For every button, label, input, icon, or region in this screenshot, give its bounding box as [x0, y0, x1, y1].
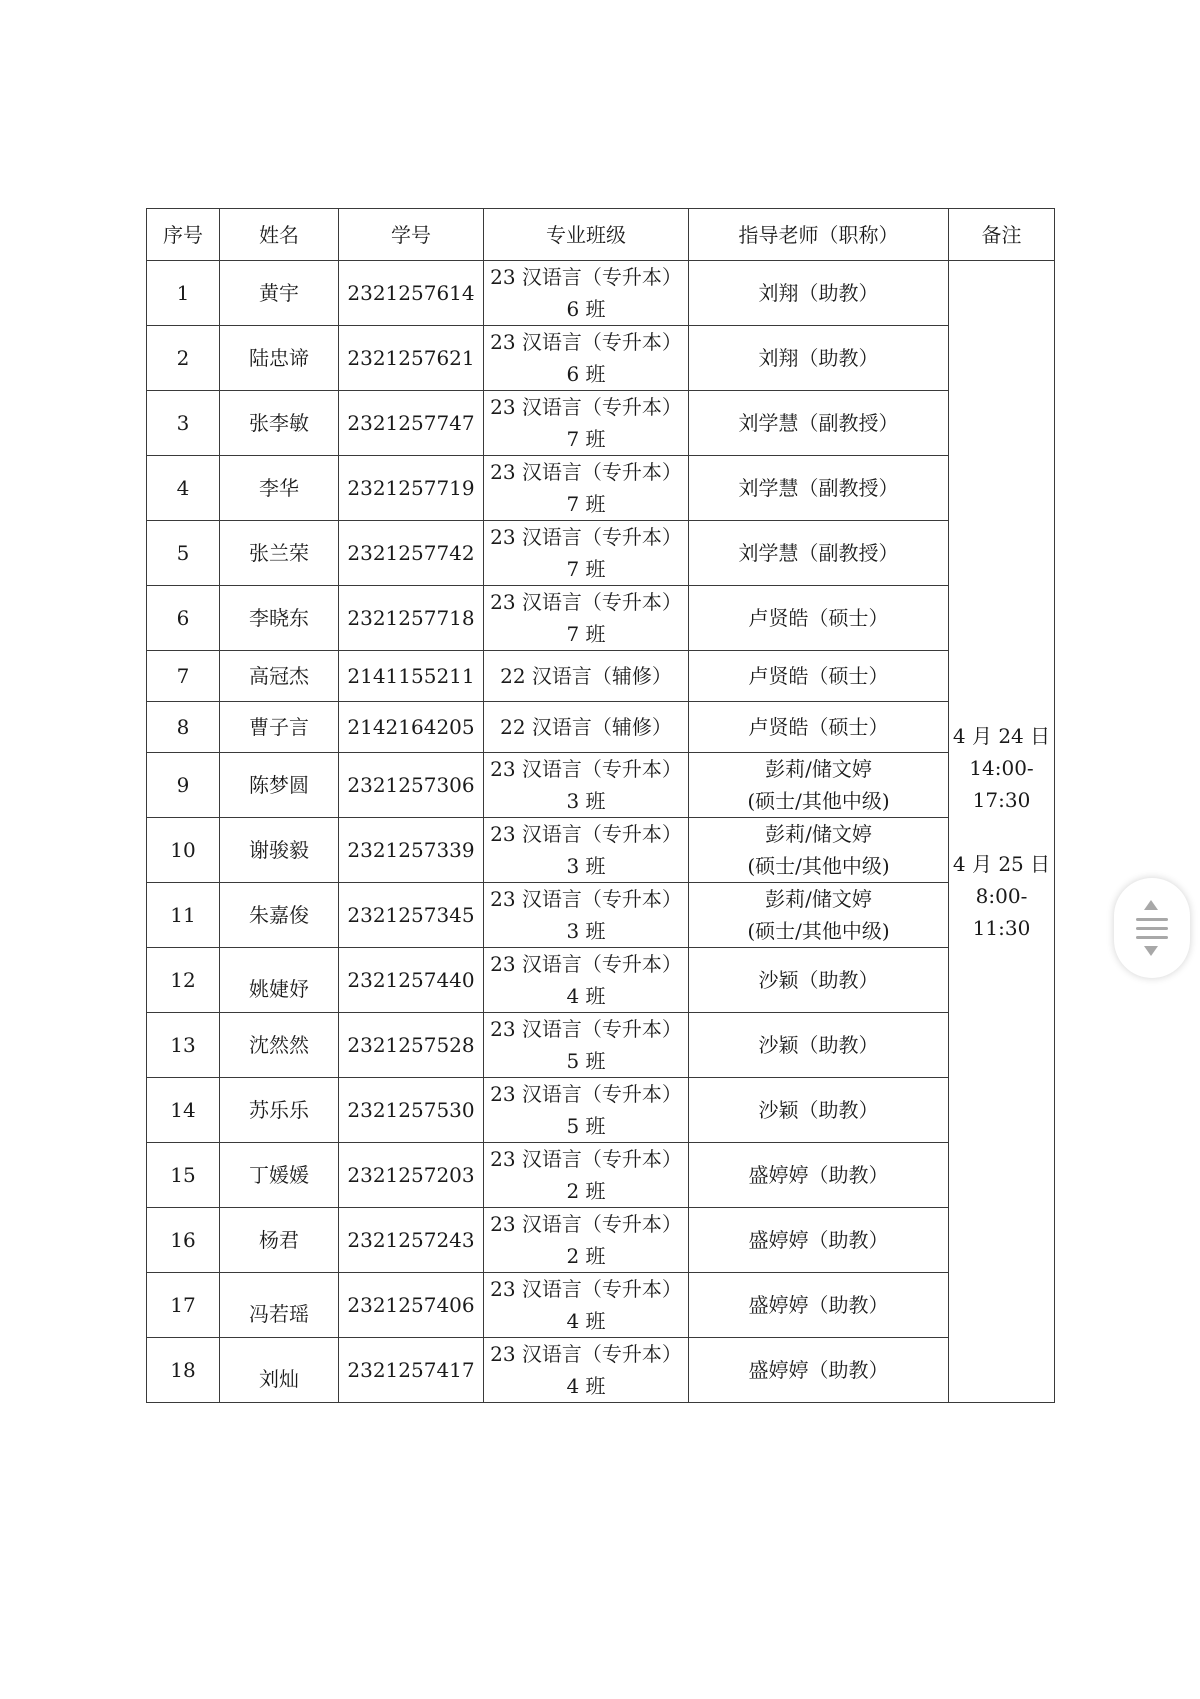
class-cell [484, 753, 689, 818]
student-id: 2321257719 [339, 456, 484, 521]
advisor-line: 沙颖（助教） [758, 1098, 879, 1122]
row-index: 9 [147, 753, 220, 818]
student-id: 2321257306 [339, 753, 484, 818]
student-name: 陆忠谛 [249, 346, 309, 370]
advisor-line: 彭莉/储文婷 [765, 757, 872, 781]
student-id: 2321257530 [339, 1078, 484, 1143]
row-index: 18 [147, 1338, 220, 1403]
class-line: 4 班 [566, 984, 606, 1008]
student-id: 2321257742 [339, 521, 484, 586]
class-cell [484, 456, 689, 521]
class-cell [484, 1078, 689, 1143]
student-id: 2321257528 [339, 1013, 484, 1078]
advisor-line: 卢贤皓（硕士） [748, 606, 889, 630]
remark-line: 8:00- [975, 883, 1028, 908]
header-class: 专业班级 [484, 209, 689, 261]
class-line: 23 汉语言（专升本） [490, 1147, 682, 1171]
class-cell [484, 1013, 689, 1078]
student-name-cell [220, 391, 339, 456]
table-row [147, 818, 1055, 883]
student-name: 朱嘉俊 [249, 903, 309, 927]
class-cell [484, 1273, 689, 1338]
class-line: 23 汉语言（专升本） [490, 1017, 682, 1041]
table-row [147, 948, 1055, 1013]
student-name: 李华 [259, 476, 299, 500]
row-index: 14 [147, 1078, 220, 1143]
student-name: 张兰荣 [249, 541, 309, 565]
advisor-cell [689, 1078, 949, 1143]
student-name-cell [220, 1078, 339, 1143]
row-index: 3 [147, 391, 220, 456]
advisor-line: (硕士/其他中级) [747, 789, 890, 813]
class-line: 22 汉语言（辅修） [500, 664, 672, 688]
row-index: 16 [147, 1208, 220, 1273]
row-index: 4 [147, 456, 220, 521]
class-line: 23 汉语言（专升本） [490, 460, 682, 484]
class-cell [484, 883, 689, 948]
class-line: 4 班 [566, 1309, 606, 1333]
header-remark: 备注 [949, 209, 1055, 261]
advisor-cell [689, 883, 949, 948]
advisor-cell [689, 391, 949, 456]
student-name: 曹子言 [249, 715, 309, 739]
student-name: 姚婕妤 [249, 977, 309, 1001]
advisor-cell [689, 948, 949, 1013]
class-cell [484, 1143, 689, 1208]
student-name: 高冠杰 [249, 664, 309, 688]
advisor-cell [689, 1273, 949, 1338]
student-name: 张李敏 [249, 411, 309, 435]
class-cell [484, 1338, 689, 1403]
table-row [147, 456, 1055, 521]
remark-schedule-cell [949, 261, 1055, 1403]
student-id: 2321257339 [339, 818, 484, 883]
class-line: 6 班 [566, 362, 606, 386]
table-header-row [147, 209, 1055, 261]
class-cell [484, 586, 689, 651]
row-index: 6 [147, 586, 220, 651]
class-cell [484, 326, 689, 391]
student-id: 2321257614 [339, 261, 484, 326]
student-name: 冯若瑶 [249, 1302, 309, 1326]
student-name: 李晓东 [249, 606, 309, 630]
advisor-line: 盛婷婷（助教） [748, 1293, 889, 1317]
student-id: 2321257621 [339, 326, 484, 391]
table-row [147, 702, 1055, 753]
student-id: 2321257718 [339, 586, 484, 651]
advisor-line: 卢贤皓（硕士） [748, 664, 889, 688]
table-row [147, 651, 1055, 702]
class-cell [484, 651, 689, 702]
student-name: 杨君 [259, 1228, 299, 1252]
class-line: 23 汉语言（专升本） [490, 1277, 682, 1301]
class-line: 4 班 [566, 1374, 606, 1398]
student-id: 2321257243 [339, 1208, 484, 1273]
remark-line: 4 月 25 日 [952, 851, 1051, 876]
class-line: 23 汉语言（专升本） [490, 952, 682, 976]
student-id: 2321257417 [339, 1338, 484, 1403]
advisor-cell [689, 1013, 949, 1078]
class-line: 6 班 [566, 297, 606, 321]
table-row [147, 1338, 1055, 1403]
table-row [147, 1208, 1055, 1273]
student-name: 苏乐乐 [249, 1098, 309, 1122]
header-advisor: 指导老师（职称） [689, 209, 949, 261]
row-index: 12 [147, 948, 220, 1013]
class-line: 3 班 [566, 919, 606, 943]
class-line: 5 班 [566, 1114, 606, 1138]
advisor-cell [689, 702, 949, 753]
advisor-line: 刘学慧（副教授） [738, 411, 899, 435]
class-line: 23 汉语言（专升本） [490, 395, 682, 419]
student-name-cell [220, 1338, 339, 1403]
class-line: 23 汉语言（专升本） [490, 1082, 682, 1106]
class-line: 2 班 [566, 1179, 606, 1203]
row-index: 10 [147, 818, 220, 883]
advisor-line: 沙颖（助教） [758, 968, 879, 992]
class-line: 23 汉语言（专升本） [490, 757, 682, 781]
advisor-line: 刘学慧（副教授） [738, 541, 899, 565]
advisor-cell [689, 818, 949, 883]
row-index: 15 [147, 1143, 220, 1208]
student-name-cell [220, 651, 339, 702]
advisor-cell [689, 753, 949, 818]
advisor-line: 彭莉/储文婷 [765, 822, 872, 846]
row-index: 13 [147, 1013, 220, 1078]
student-name: 丁媛媛 [249, 1163, 309, 1187]
table-row [147, 883, 1055, 948]
row-index: 2 [147, 326, 220, 391]
class-line: 3 班 [566, 854, 606, 878]
advisor-line: 刘翔（助教） [758, 346, 879, 370]
advisor-line: 沙颖（助教） [758, 1033, 879, 1057]
advisor-cell [689, 586, 949, 651]
student-id: 2321257345 [339, 883, 484, 948]
student-name-cell [220, 753, 339, 818]
student-id: 2141155211 [339, 651, 484, 702]
class-line: 7 班 [566, 427, 606, 451]
advisor-line: 刘翔（助教） [758, 281, 879, 305]
student-name-cell [220, 586, 339, 651]
advisor-cell [689, 521, 949, 586]
advisor-line: 卢贤皓（硕士） [748, 715, 889, 739]
class-line: 7 班 [566, 492, 606, 516]
student-name-cell [220, 1273, 339, 1338]
advisor-cell [689, 456, 949, 521]
advisor-line: 刘学慧（副教授） [738, 476, 899, 500]
table-row [147, 1143, 1055, 1208]
class-cell [484, 391, 689, 456]
class-line: 23 汉语言（专升本） [490, 1212, 682, 1236]
class-line: 23 汉语言（专升本） [490, 265, 682, 289]
advisor-cell [689, 326, 949, 391]
advisor-cell [689, 651, 949, 702]
advisor-line: 盛婷婷（助教） [748, 1358, 889, 1382]
advisor-cell [689, 1208, 949, 1273]
class-cell [484, 261, 689, 326]
student-name-cell [220, 702, 339, 753]
advisor-line: 盛婷婷（助教） [748, 1163, 889, 1187]
student-name-cell [220, 326, 339, 391]
advisor-line: (硕士/其他中级) [747, 854, 890, 878]
advisor-cell [689, 1143, 949, 1208]
row-index: 5 [147, 521, 220, 586]
advisor-line: 彭莉/储文婷 [765, 887, 872, 911]
student-advisor-table [146, 208, 1055, 1403]
student-name: 刘灿 [259, 1367, 299, 1391]
row-index: 7 [147, 651, 220, 702]
student-name-cell [220, 1013, 339, 1078]
advisor-cell [689, 1338, 949, 1403]
student-name: 黄宇 [259, 281, 299, 305]
student-id: 2321257747 [339, 391, 484, 456]
student-name-cell [220, 456, 339, 521]
class-cell [484, 521, 689, 586]
class-line: 7 班 [566, 557, 606, 581]
remark-line: 11:30 [972, 915, 1031, 940]
row-index: 8 [147, 702, 220, 753]
student-id: 2321257440 [339, 948, 484, 1013]
header-index: 序号 [147, 209, 220, 261]
class-line: 23 汉语言（专升本） [490, 525, 682, 549]
advisor-cell [689, 261, 949, 326]
student-name-cell [220, 818, 339, 883]
advisor-line: 盛婷婷（助教） [748, 1228, 889, 1252]
class-cell [484, 948, 689, 1013]
class-line: 23 汉语言（专升本） [490, 822, 682, 846]
header-student-id: 学号 [339, 209, 484, 261]
scroll-handle-button[interactable] [1114, 878, 1190, 978]
table-row [147, 261, 1055, 326]
scroll-handle-icon [1136, 918, 1168, 945]
student-name: 谢骏毅 [249, 838, 309, 862]
remark-line [951, 816, 1052, 848]
table-body [147, 261, 1055, 1403]
table-row [147, 1078, 1055, 1143]
table-row [147, 1273, 1055, 1338]
remark-line: 14:00- [969, 755, 1034, 780]
class-line: 23 汉语言（专升本） [490, 590, 682, 614]
student-id: 2321257406 [339, 1273, 484, 1338]
student-id: 2321257203 [339, 1143, 484, 1208]
class-line: 3 班 [566, 789, 606, 813]
class-line: 5 班 [566, 1049, 606, 1073]
row-index: 1 [147, 261, 220, 326]
student-name-cell [220, 261, 339, 326]
scroll-up-arrow-icon [1144, 900, 1158, 910]
student-name-cell [220, 883, 339, 948]
advisor-line: (硕士/其他中级) [747, 919, 890, 943]
class-cell [484, 702, 689, 753]
student-name-cell [220, 1143, 339, 1208]
class-line: 7 班 [566, 622, 606, 646]
student-id: 2142164205 [339, 702, 484, 753]
row-index: 17 [147, 1273, 220, 1338]
scroll-down-arrow-icon [1144, 946, 1158, 956]
class-cell [484, 818, 689, 883]
table-row [147, 391, 1055, 456]
student-name-cell [220, 1208, 339, 1273]
table-row [147, 1013, 1055, 1078]
student-name-cell [220, 521, 339, 586]
table-row [147, 521, 1055, 586]
table-row [147, 586, 1055, 651]
class-line: 23 汉语言（专升本） [490, 1342, 682, 1366]
header-name: 姓名 [220, 209, 339, 261]
student-name: 陈梦圆 [249, 773, 309, 797]
student-name-cell [220, 948, 339, 1013]
class-line: 22 汉语言（辅修） [500, 715, 672, 739]
class-line: 2 班 [566, 1244, 606, 1268]
student-name: 沈然然 [249, 1033, 309, 1057]
row-index: 11 [147, 883, 220, 948]
table-row [147, 753, 1055, 818]
remark-line: 17:30 [972, 787, 1031, 812]
class-line: 23 汉语言（专升本） [490, 330, 682, 354]
table-row [147, 326, 1055, 391]
remark-line: 4 月 24 日 [952, 723, 1051, 748]
class-cell [484, 1208, 689, 1273]
class-line: 23 汉语言（专升本） [490, 887, 682, 911]
